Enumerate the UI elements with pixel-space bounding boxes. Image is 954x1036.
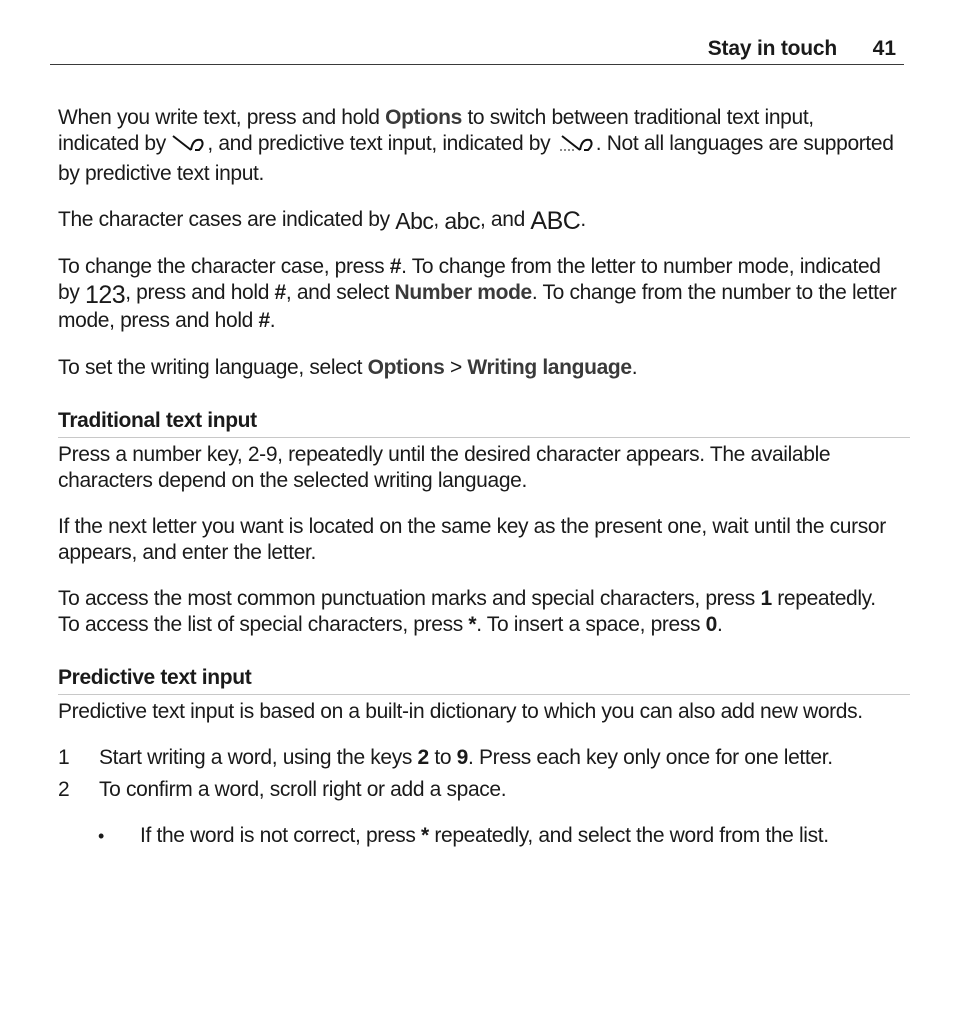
text-run: . — [580, 208, 586, 231]
text-run: to switch between traditional text input, indicated by — [58, 106, 814, 155]
text-run: , and predictive text input, indicated by — [207, 132, 556, 155]
predictive-steps-list — [58, 745, 900, 803]
text-run: . — [269, 309, 276, 332]
traditional-paragraph-2: If the next letter you want is located on the same key as the present one, wait until the cursor appears, and enter the letter. — [58, 515, 886, 564]
key-0: 0 — [705, 613, 718, 636]
text-run: , press and hold — [125, 281, 275, 304]
section-heading-predictive: Predictive text input — [58, 664, 910, 695]
text-run: , and — [479, 208, 531, 231]
text-run: , and select — [285, 281, 395, 304]
page-number: 41 — [872, 37, 896, 60]
key-star: * — [421, 824, 429, 847]
section-heading-traditional: Traditional text input — [58, 407, 910, 438]
list-item — [58, 745, 900, 771]
text-run: repeatedly, and select the word from the list. — [428, 824, 829, 847]
intro-paragraph-1 — [58, 105, 900, 187]
options-ui-label: Options — [385, 106, 462, 129]
text-run: Start writing a word, using the keys — [99, 746, 418, 769]
text-run: . Not all languages are supported by predictive text input. — [58, 132, 894, 185]
intro-paragraph-2 — [58, 207, 900, 234]
key-hash: # — [274, 281, 286, 304]
text-run: . — [631, 356, 638, 379]
key-hash: # — [258, 309, 270, 332]
text-run: . To insert a space, press — [476, 613, 706, 636]
text-run: . — [717, 613, 723, 636]
traditional-paragraph-3 — [58, 586, 900, 638]
text-run: To set the writing language, select — [58, 356, 368, 379]
page-header — [50, 30, 904, 65]
text-run: to — [428, 746, 457, 769]
text-run: To confirm a word, scroll right or add a space. — [99, 778, 507, 801]
text-run: . To change from the letter to number mode, indicated by — [58, 255, 881, 304]
traditional-paragraph-1: Press a number key, 2-9, repeatedly until the desired character appears. The available characters depend on the selected writing language. — [58, 443, 831, 492]
traditional-text-icon — [171, 132, 207, 161]
number-mode-ui-label: Number mode — [394, 281, 532, 304]
key-hash: # — [389, 255, 402, 278]
key-star: * — [468, 613, 477, 636]
step-number: 2 — [58, 778, 70, 801]
case-icon-lower: abc — [444, 208, 480, 234]
predictive-paragraph-1: Predictive text input is based on a built-in dictionary to which you can also add new words. — [58, 700, 863, 723]
text-run: repeatedly. To access the list of special characters, press — [58, 587, 876, 636]
text-run: When you write text, press and hold — [58, 106, 386, 129]
case-icon-sentence: Abc — [395, 208, 434, 234]
options-ui-label: Options — [367, 356, 445, 379]
case-icon-upper: ABC — [530, 207, 581, 235]
text-run: , — [433, 208, 445, 231]
number-mode-icon: 123 — [84, 281, 126, 309]
intro-paragraph-4 — [58, 355, 900, 381]
header-title: Stay in touch — [707, 37, 837, 60]
key-2: 2 — [417, 746, 429, 769]
text-run: . Press each key only once for one letter. — [468, 746, 833, 769]
text-run: The character cases are indicated by — [58, 208, 396, 231]
writing-language-ui-label: Writing language — [467, 356, 632, 379]
list-item — [58, 777, 900, 803]
predictive-bullets-list — [58, 823, 900, 849]
list-item — [58, 823, 900, 849]
text-run: To access the most common punctuation marks and special characters, press — [58, 587, 761, 610]
key-9: 9 — [456, 746, 469, 769]
intro-paragraph-3 — [58, 254, 900, 334]
bullet-dot: • — [98, 826, 104, 846]
predictive-text-icon — [556, 132, 596, 161]
text-run: . To change from the number to the letter mode, press and hold — [58, 281, 897, 332]
key-1: 1 — [760, 587, 772, 610]
menu-arrow: > — [444, 356, 468, 379]
step-number: 1 — [58, 746, 70, 769]
text-run: To change the character case, press — [58, 255, 390, 278]
text-run: If the word is not correct, press — [140, 824, 422, 847]
page-content — [58, 105, 900, 849]
